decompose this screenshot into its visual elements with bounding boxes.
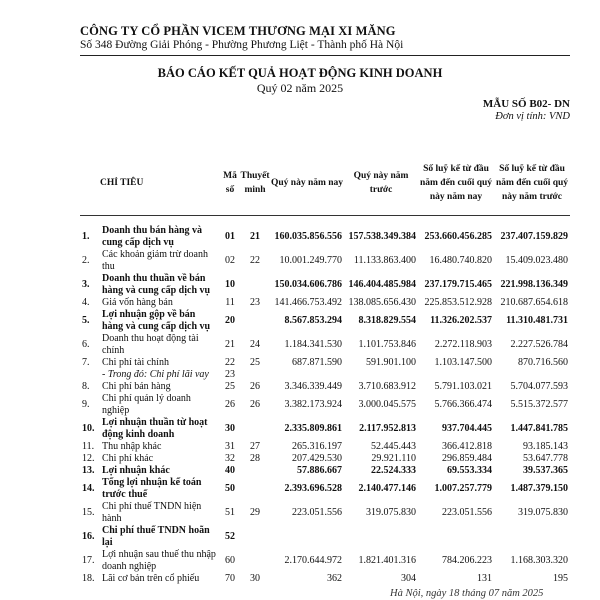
row-code: 30: [225, 423, 236, 434]
col-header-item: CHỈ TIÊU: [100, 177, 144, 188]
row-ytd-last-year: 1.447.841.785: [510, 423, 569, 434]
row-note: 27: [250, 441, 261, 452]
col-header-note: Thuyết minh: [240, 170, 270, 195]
row-number: 10.: [82, 423, 95, 434]
row-quarter-last-year: 2.117.952.813: [359, 423, 417, 434]
row-ytd-this-year: 16.480.740.820: [429, 255, 493, 266]
row-note: [240, 477, 270, 501]
row-quarter-last-year: 3.710.683.912: [358, 381, 417, 392]
row-quarter-this-year: 207.429.530: [292, 453, 343, 464]
col-header-code: Mã số: [223, 170, 237, 195]
row-quarter-this-year: 57.886.667: [297, 465, 343, 476]
row-code: 23: [225, 369, 236, 380]
col-header-quarter-last-year: Quý này năm trước: [353, 170, 409, 195]
row-code: 02: [225, 255, 236, 266]
row-ytd-last-year: 93.185.143: [523, 441, 569, 452]
row-quarter-last-year: 52.445.443: [371, 441, 417, 452]
row-ytd-last-year: 1.168.303.320: [510, 555, 569, 566]
table-row: [80, 357, 570, 369]
row-note: [240, 273, 270, 297]
row-note: 21: [250, 231, 261, 242]
row-number: 9.: [82, 399, 90, 410]
col-header-quarter-this-year: Quý này năm nay: [270, 177, 344, 188]
row-code: 22: [225, 357, 236, 368]
row-quarter-last-year: 22.524.333: [371, 465, 417, 476]
row-ytd-last-year: [494, 525, 570, 549]
row-quarter-last-year: 1.821.401.316: [358, 555, 417, 566]
row-number: [80, 369, 100, 381]
row-item-name: Doanh thu hoạt động tài chính: [102, 333, 199, 356]
row-ytd-this-year: [418, 525, 494, 549]
row-ytd-this-year: [418, 369, 494, 381]
table-body: [80, 215, 570, 585]
row-quarter-this-year: 3.346.339.449: [284, 381, 343, 392]
row-item-name: Lợi nhuận khác: [102, 465, 170, 476]
row-item-name: Lợi nhuận gộp về bán hàng và cung cấp dịch vụ: [102, 309, 211, 332]
row-code: 31: [225, 441, 236, 452]
table-row: [80, 333, 570, 357]
row-quarter-last-year: 29.921.110: [371, 453, 417, 464]
table-row: [80, 477, 570, 501]
row-note: [240, 369, 270, 381]
row-item-name: Các khoản giảm trừ doanh thu: [102, 249, 208, 272]
table-row: [80, 297, 570, 309]
row-code: 10: [225, 279, 236, 290]
table-row: [80, 381, 570, 393]
row-code: 52: [225, 531, 236, 542]
row-item-name: Doanh thu bán hàng và cung cấp dịch vụ: [102, 225, 203, 248]
row-ytd-this-year: 937.704.445: [442, 423, 493, 434]
row-code: 40: [225, 465, 236, 476]
row-quarter-this-year: 10.001.249.770: [279, 255, 343, 266]
row-item-name: Lợi nhuận thuần từ hoạt động kinh doanh: [102, 417, 208, 440]
row-item-name: Chi phí quản lý doanh nghiệp: [102, 393, 191, 416]
row-note: 28: [250, 453, 261, 464]
row-quarter-this-year: 141.466.753.492: [274, 297, 343, 308]
row-note: [240, 465, 270, 477]
row-number: 16.: [82, 531, 95, 542]
row-note: 29: [250, 507, 261, 518]
row-item-name: Lãi cơ bản trên cổ phiếu: [102, 573, 200, 584]
col-header-ytd-last-year: Số luỹ kế từ đầu năm đến cuối quý này năm trước: [495, 164, 569, 202]
row-quarter-last-year: 138.085.656.430: [348, 297, 417, 308]
row-ytd-this-year: 784.206.223: [442, 555, 493, 566]
form-code: MẪU SỐ B02- DN: [482, 98, 570, 110]
row-ytd-last-year: 5.704.077.593: [510, 381, 569, 392]
row-number: 4.: [82, 297, 90, 308]
row-code: 51: [225, 507, 236, 518]
row-quarter-last-year: 1.101.753.846: [358, 339, 417, 350]
header-divider: [80, 55, 570, 56]
currency-unit: Đơn vị tính: VND: [495, 111, 570, 122]
row-item-name: Lợi nhuận sau thuế thu nhập doanh nghiệp: [102, 549, 216, 572]
report-title: BÁO CÁO KẾT QUẢ HOẠT ĐỘNG KINH DOANH: [157, 66, 443, 80]
row-item-name: Giá vốn hàng bán: [102, 297, 173, 308]
signature-date-line: Hà Nội, ngày 18 tháng 07 năm 2025: [390, 588, 544, 599]
row-note: 22: [250, 255, 261, 266]
row-quarter-this-year: 2.393.696.528: [284, 483, 343, 494]
row-note: [240, 549, 270, 573]
table-row: [80, 393, 570, 417]
row-quarter-this-year: 265.316.197: [292, 441, 343, 452]
row-number: 12.: [82, 453, 95, 464]
row-number: 7.: [82, 357, 90, 368]
row-note: 25: [250, 357, 261, 368]
table-row: [80, 501, 570, 525]
row-ytd-this-year: 2.272.118.903: [434, 339, 493, 350]
row-note: 26: [250, 381, 261, 392]
row-code: 70: [225, 573, 236, 584]
table-row: [80, 441, 570, 453]
row-number: 2.: [82, 255, 90, 266]
row-ytd-last-year: 1.487.379.150: [510, 483, 569, 494]
table-row: [80, 453, 570, 465]
row-quarter-this-year: 2.335.809.861: [284, 423, 343, 434]
row-ytd-this-year: 5.766.366.474: [434, 399, 493, 410]
spacer-row: [80, 215, 570, 225]
row-code: 60: [225, 555, 236, 566]
row-item-name: Thu nhập khác: [102, 441, 162, 452]
company-address: Số 348 Đường Giải Phóng - Phường Phương Liệt - Thành phố Hà Nội: [80, 39, 404, 51]
row-quarter-this-year: [270, 525, 344, 549]
row-quarter-this-year: 362: [327, 573, 343, 584]
row-item-name: Chi phí thuế TNDN hoãn lại: [102, 525, 210, 548]
row-quarter-this-year: 687.871.590: [292, 357, 343, 368]
row-quarter-this-year: 160.035.856.556: [274, 231, 343, 242]
row-number: 17.: [82, 555, 95, 566]
row-code: 26: [225, 399, 236, 410]
row-quarter-last-year: 2.140.477.146: [358, 483, 417, 494]
row-ytd-last-year: 39.537.365: [523, 465, 569, 476]
table-header-row: [80, 153, 570, 215]
table-row: [80, 465, 570, 477]
row-item-name: Chi phí bán hàng: [102, 381, 171, 392]
row-code: 21: [225, 339, 236, 350]
row-note: 24: [250, 339, 261, 350]
row-ytd-this-year: 1.007.257.779: [434, 483, 493, 494]
row-ytd-last-year: 195: [553, 573, 569, 584]
row-number: 14.: [82, 483, 95, 494]
table-row: [80, 369, 570, 381]
row-number: 15.: [82, 507, 95, 518]
row-ytd-this-year: 5.791.103.021: [434, 381, 493, 392]
row-code: 25: [225, 381, 236, 392]
row-quarter-last-year: 157.538.349.384: [348, 231, 417, 242]
row-ytd-last-year: 53.647.778: [523, 453, 569, 464]
row-number: 18.: [82, 573, 95, 584]
row-quarter-last-year: 146.404.485.984: [348, 279, 417, 290]
row-ytd-last-year: 870.716.560: [518, 357, 569, 368]
row-item-name: Chi phí khác: [102, 453, 154, 464]
row-code: 50: [225, 483, 236, 494]
row-ytd-last-year: 15.409.023.480: [505, 255, 569, 266]
row-quarter-this-year: [270, 369, 344, 381]
row-code: 32: [225, 453, 236, 464]
row-number: 13.: [82, 465, 95, 476]
row-quarter-last-year: 3.000.045.575: [358, 399, 417, 410]
table-row: [80, 249, 570, 273]
row-code: 11: [225, 297, 235, 308]
row-quarter-last-year: 8.318.829.554: [358, 315, 417, 326]
row-code: 20: [225, 315, 236, 326]
table-row: [80, 417, 570, 441]
row-quarter-this-year: 2.170.644.972: [284, 555, 343, 566]
row-quarter-this-year: 3.382.173.924: [284, 399, 343, 410]
row-number: 11.: [82, 441, 95, 452]
row-ytd-last-year: 11.310.481.731: [506, 315, 569, 326]
row-quarter-last-year: 319.075.830: [366, 507, 417, 518]
row-item-name: Chi phí tài chính: [102, 357, 169, 368]
row-number: 8.: [82, 381, 90, 392]
row-ytd-this-year: 1.103.147.500: [434, 357, 493, 368]
row-item-name: Doanh thu thuần về bán hàng và cung cấp dịch vụ: [102, 273, 211, 296]
report-period: Quý 02 năm 2025: [256, 81, 344, 95]
row-number: 5.: [82, 315, 90, 326]
row-note: 23: [250, 297, 261, 308]
row-ytd-last-year: 210.687.654.618: [500, 297, 569, 308]
row-ytd-this-year: 366.412.818: [442, 441, 493, 452]
table-row: [80, 525, 570, 549]
row-ytd-this-year: 253.660.456.285: [424, 231, 493, 242]
row-quarter-last-year: [344, 369, 418, 381]
row-note: [240, 309, 270, 333]
row-ytd-this-year: 296.859.484: [442, 453, 493, 464]
row-ytd-last-year: [494, 369, 570, 381]
row-ytd-this-year: 223.051.556: [442, 507, 493, 518]
row-item-name: Chi phí thuế TNDN hiện hành: [102, 501, 202, 524]
row-code: 01: [225, 231, 236, 242]
col-header-ytd-this-year: Số luỹ kế từ đầu năm đến cuối quý này năm nay: [419, 164, 493, 202]
row-quarter-last-year: 11.133.863.400: [353, 255, 417, 266]
row-item-name: - Trong đó: Chi phí lãi vay: [102, 369, 209, 380]
row-ytd-last-year: 237.407.159.829: [500, 231, 569, 242]
row-quarter-last-year: 591.901.100: [366, 357, 417, 368]
row-ytd-this-year: 11.326.202.537: [430, 315, 493, 326]
row-quarter-this-year: 223.051.556: [292, 507, 343, 518]
table-row: [80, 573, 570, 585]
table-row: [80, 273, 570, 297]
row-item-name: Tổng lợi nhuận kế toán trước thuế: [102, 477, 202, 500]
row-ytd-this-year: 69.553.334: [447, 465, 493, 476]
row-ytd-this-year: 237.179.715.465: [424, 279, 493, 290]
row-quarter-last-year: 304: [401, 573, 417, 584]
row-ytd-last-year: 221.998.136.349: [500, 279, 569, 290]
row-number: 1.: [82, 231, 90, 242]
row-quarter-this-year: 8.567.853.294: [284, 315, 343, 326]
row-quarter-last-year: [344, 525, 418, 549]
row-number: 3.: [82, 279, 90, 290]
row-ytd-last-year: 319.075.830: [518, 507, 569, 518]
row-note: [240, 417, 270, 441]
table-row: [80, 309, 570, 333]
table-row: [80, 549, 570, 573]
company-name: CÔNG TY CỔ PHẦN VICEM THƯƠNG MẠI XI MĂNG: [80, 24, 396, 38]
row-ytd-last-year: 5.515.372.577: [510, 399, 569, 410]
income-statement-table: [80, 153, 570, 585]
row-note: [240, 525, 270, 549]
row-ytd-last-year: 2.227.526.784: [510, 339, 569, 350]
row-number: 6.: [82, 339, 90, 350]
row-note: 30: [250, 573, 261, 584]
table-row: [80, 225, 570, 249]
row-quarter-this-year: 1.184.341.530: [284, 339, 343, 350]
row-ytd-this-year: 131: [477, 573, 493, 584]
row-ytd-this-year: 225.853.512.928: [424, 297, 493, 308]
row-quarter-this-year: 150.034.606.786: [274, 279, 343, 290]
row-note: 26: [250, 399, 261, 410]
